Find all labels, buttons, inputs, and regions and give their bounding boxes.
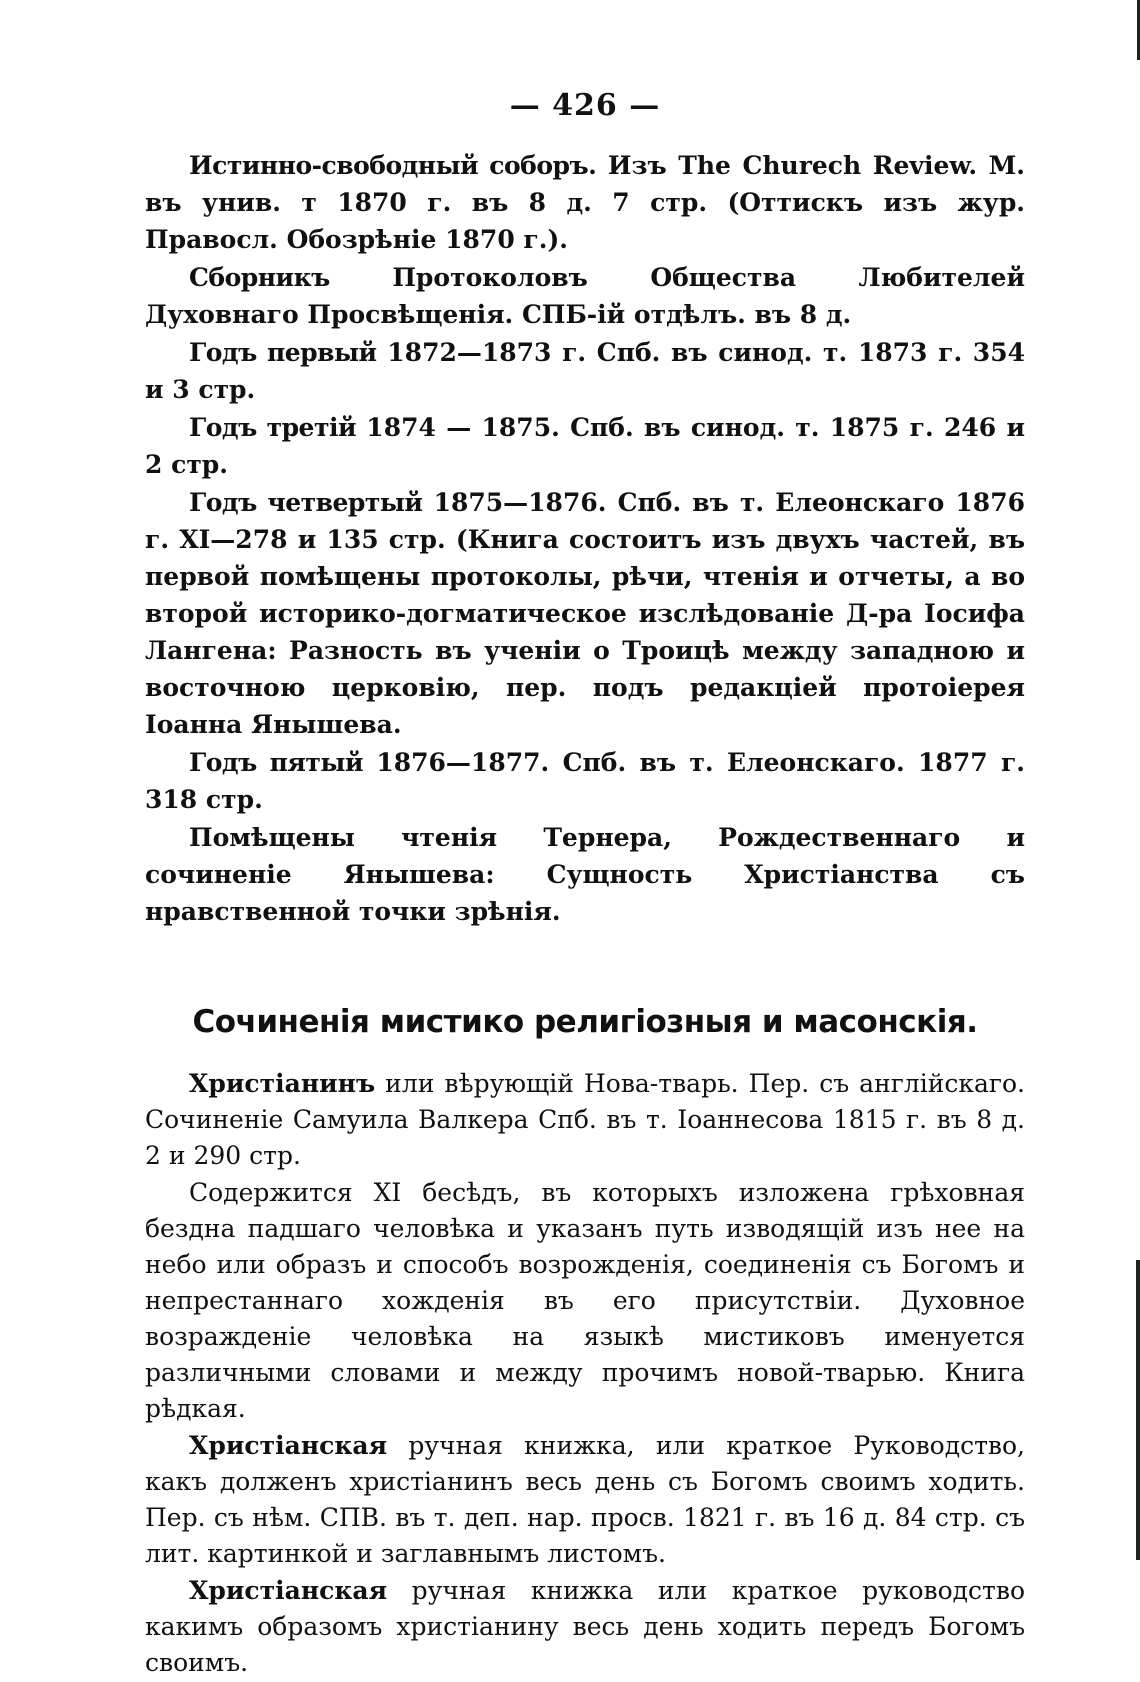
entry-text: Изъ The Churech Review. М. въ унив. т 1870 г. въ 8 д. 7 стр. (Оттискъ изъ жур. Правосл. Обозрѣніе 1870 г.). [145, 151, 1025, 254]
entry-lead: Годъ первый [189, 338, 377, 367]
entry-lead: Годъ третій [189, 413, 356, 442]
bibliography-entry [145, 334, 1025, 408]
entry-lead: Сборникъ [189, 263, 330, 292]
bibliography-entry [145, 409, 1025, 483]
bibliography-entry [145, 1573, 1025, 1681]
bibliography-entry [145, 259, 1025, 333]
entry-lead: Годъ четвертый [189, 488, 423, 517]
bibliography-entry [145, 1066, 1025, 1174]
entry-lead: Христіанинъ [189, 1069, 376, 1098]
page-number: — 426 — [509, 88, 661, 123]
entry-note: Помѣщены чтенія Тернера, Рождественнаго и сочиненіе Янышева: Сущность Христіанства съ нравственной точки зрѣнія. [145, 823, 1025, 926]
entry-description: Содержится XI бесѣдъ, въ которыхъ изложена грѣховная бездна падшаго человѣка и указанъ путь изводящій изъ нее на небо или образъ и способъ возрожденія, соединенія съ Богомъ и непрестаннаго хожденія въ его присутствіи. Духовное возражденіе человѣка на языкѣ мистиковъ именуется различными словами и между прочимъ новой-тварью. Книга рѣдкая. [145, 1178, 1025, 1423]
bibliography-entry [145, 744, 1025, 818]
entry-text: 1875—1876. Спб. въ т. Елеонскаго 1876 г. XI—278 и 135 стр. (Книга состоитъ изъ двухъ частей, въ первой помѣщены протоколы, рѣчи, чтенія и отчеты, а во второй историко-догматическое изслѣдованіе Д-ра Іосифа Лангена: Разность въ ученіи о Троицѣ между западною и восточною церковію, пер. подъ редакціей протоіерея Іоанна Янышева. [145, 488, 1025, 739]
entry-text: ручная книжка или краткое руководство какимъ образомъ христіанину весь день ходить передъ Богомъ своимъ. [145, 1576, 1025, 1677]
scan-edge-mark [1136, 1260, 1140, 1560]
entry-text: 1876—1877. Спб. въ т. Елеонскаго. 1877 г. 318 стр. [145, 748, 1025, 814]
entry-lead: Христіанская [189, 1576, 388, 1605]
bibliography-entry [145, 1428, 1025, 1572]
entry-lead: Христіанская [189, 1431, 388, 1460]
entry-text: 1872—1873 г. Спб. въ синод. т. 1873 г. 354 и 3 стр. [145, 338, 1025, 404]
entry-text: или вѣрующій Нова-тварь. Пер. съ англійскаго. Сочиненіе Самуила Валкера Спб. въ т. Іоаннесова 1815 г. въ 8 д. 2 и 290 стр. [145, 1069, 1025, 1170]
section-title: Сочиненія мистико религіозныя и масонскія. [192, 1004, 978, 1040]
entry-text: 1874 — 1875. Спб. въ синод. т. 1875 г. 246 и 2 стр. [145, 413, 1026, 479]
document-page [145, 88, 1025, 1682]
bibliography-entry [145, 147, 1025, 258]
entry-text: Протоколовъ Общества Любителей Духовнаго Просвѣщенія. СПБ-ій отдѣлъ. въ 8 д. [145, 263, 1025, 329]
bibliography-entry [145, 484, 1025, 743]
entry-text: ручная книжка, или краткое Руководство, какъ долженъ христіанинъ весь день съ Богомъ своимъ ходить. Пер. съ нѣм. СПВ. въ т. деп. нар. просв. 1821 г. въ 16 д. 84 стр. съ лит. картинкой и заглавнымъ листомъ. [145, 1431, 1025, 1568]
entry-lead: Годъ пятый [189, 748, 363, 777]
entry-lead: Истинно-свободный соборъ. [189, 151, 597, 180]
